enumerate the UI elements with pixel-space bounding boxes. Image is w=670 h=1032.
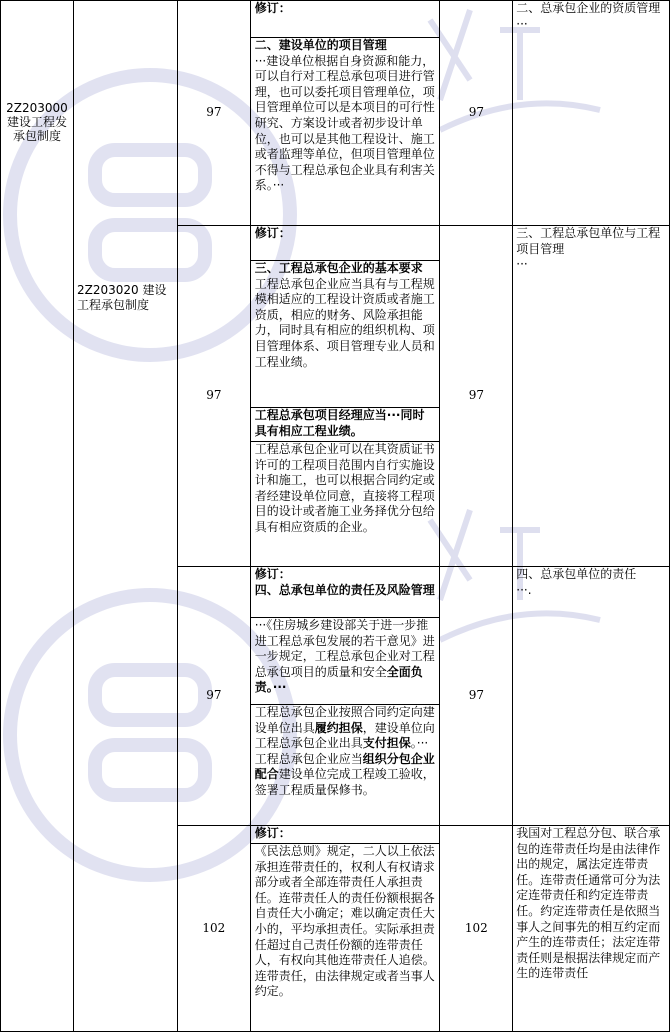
page-right: 97 — [440, 226, 513, 567]
original-text-cell — [513, 226, 670, 567]
subsection-code: 2Z203020 — [76, 283, 139, 297]
section-title: 建设工程发承包制度 — [6, 115, 67, 143]
revision-label: 修订： — [254, 567, 291, 581]
table-row — [1, 1, 670, 226]
revision-heading: 四、总承包单位的责任及风险管理 — [254, 582, 435, 597]
original-ellipsis: ··· — [516, 16, 528, 31]
page-left: 97 — [177, 226, 250, 567]
revision-body-b: 工程总承包企业按照合同约定向建设单位出具履约担保，建设单位向工程总承包企业出具支付担保。···工程总承包企业应当组织分包企业配合建设单位完成工程竣工验收，签署工程质量保修书。 — [254, 705, 435, 797]
original-title: 二、总承包企业的资质管理 — [516, 1, 661, 15]
page-left: 102 — [177, 826, 250, 1032]
revised-text-cell — [250, 226, 440, 567]
revision-label: 修订： — [254, 226, 291, 240]
page-right: 97 — [440, 1, 513, 226]
page-left: 97 — [177, 1, 250, 226]
revision-label: 修订： — [254, 826, 291, 840]
revised-text-cell — [250, 1, 440, 226]
original-text-cell — [513, 567, 670, 826]
original-text-cell — [513, 826, 670, 1032]
original-text: 我国对工程总分包、联合承包的连带责任均是由法律作出的规定，属法定连带责任。连带责任通常可分为法定连带责任和约定连带责任。约定连带责任是依照当事人之间事先的相互约定而产生的连带责任；法定连带责任则是根据法律规定而产生的连带责任 — [516, 826, 661, 981]
original-title: 三、工程总承包单位与工程项目管理 — [516, 226, 661, 256]
original-text-cell — [513, 1, 670, 226]
revision-body-a: ···《住房城乡建设部关于进一步推进工程总承包发展的若干意见》进一步规定，工程总承包企业对工程总承包项目的质量和安全全面负责。··· — [254, 618, 435, 695]
revision-body-2: 工程总承包企业可以在其资质证书许可的工程项目范围内自行实施设计和施工，也可以根据合同约定或者经建设单位同意，直接将工程项目的设计或者施工业务择优分包给具有相应资质的企业。 — [254, 442, 435, 534]
revision-body: 工程总承包企业应当具有与工程规模相适应的工程设计资质或者施工资质，相应的财务、风险承担能力，同时具有相应的组织机构、项目管理体系、项目管理专业人员和工程业绩。 — [254, 276, 435, 369]
revision-label: 修订： — [254, 1, 291, 15]
subsection-cell — [73, 1, 177, 1032]
subsection-title: 建设工程承包制度 — [76, 283, 167, 312]
revision-body: 《民法总则》规定，二人以上依法承担连带责任的，权利人有权请求部分或者全部连带责任人承担责任。连带责任人的责任份额根据各自责任大小确定；难以确定责任大小的，平均承担责任。实际承担责任超过自己责任份额的连带责任人，有权向其他连带责任人追偿。连带责任，由法律规定或者当事人约定。 — [254, 844, 435, 999]
original-title: 四、总承包单位的责任 — [516, 567, 637, 581]
original-ellipsis: ···. — [516, 582, 532, 597]
section-cell — [1, 1, 74, 1032]
page-right: 97 — [440, 567, 513, 826]
revision-heading: 二、建设单位的项目管理 — [254, 38, 387, 52]
revision-heading-2: 工程总承包项目经理应当···同时具有相应工程业绩。 — [254, 408, 425, 438]
original-ellipsis: ··· — [516, 257, 528, 272]
section-code: 2Z203000 — [6, 101, 68, 115]
page-left: 97 — [177, 567, 250, 826]
revised-text-cell — [250, 567, 440, 826]
page-right: 102 — [440, 826, 513, 1032]
revised-text-cell — [250, 826, 440, 1032]
revision-heading: 三、工程总承包企业的基本要求 — [254, 261, 423, 275]
revision-body: ···建设单位根据自身资源和能力，可以自行对工程总承包项目进行管理，也可以委托项目管理单位，项目管理单位可以是本项目的可行性研究、方案设计或者初步设计单位，也可以是其他工程设计、施工或者监理等单位，但项目管理单位不得与工程总承包企业具有利害关系。··· — [254, 53, 435, 193]
